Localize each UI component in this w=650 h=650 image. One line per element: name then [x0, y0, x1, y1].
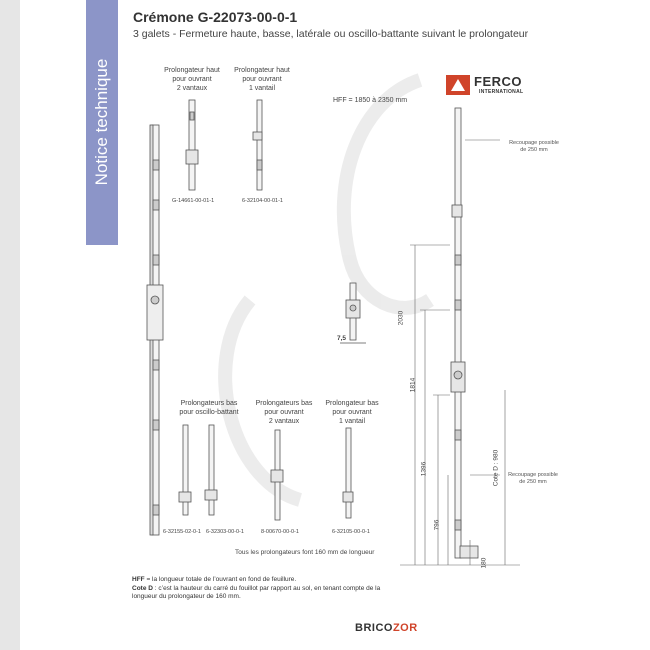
bottom-extender-oscillo-b — [205, 425, 217, 515]
page-subtitle: 3 galets - Fermeture haute, basse, latérale ou oscillo-battante suivant le prolongateur — [133, 28, 529, 40]
recoupage-bottom: Recoupage possible de 250 mm — [508, 472, 558, 485]
bottom-extender-1-label: Prolongateurs bas pour oscillo-battant — [179, 400, 239, 416]
top-extender-1-code: G-14661-00-01-1 — [172, 198, 215, 204]
bottom-extender-3-label: Prolongateur bas pour ouvrant 1 vantail — [325, 400, 379, 425]
logo-name: FERCO — [474, 74, 522, 89]
recoupage-top: Recoupage possible de 250 mm — [509, 140, 559, 153]
definitions — [132, 576, 392, 602]
page-title: Crémone G-22073-00-0-1 — [133, 9, 298, 25]
bottom-extender-oscillo-a — [179, 425, 191, 515]
top-extender-2-label: Prolongateur haut pour ouvrant 1 vantail — [234, 67, 290, 92]
definition-cote-d: Cote D : c’est la hauteur du carré du fouillot par rapport au sol, en tenant compte de la longueur du prolongateur de 160 mm. — [132, 584, 381, 600]
dimension-cote-d: Cote D : 980 — [492, 449, 500, 487]
bottom-extender-1-vantail — [343, 428, 353, 518]
hff-range: HFF = 1850 à 2350 mm — [333, 97, 408, 104]
bottom-extender-1-code-a: 6-32155-02-0-1 — [163, 529, 201, 535]
main-cremone-right — [451, 108, 478, 558]
bricozor-logo: BRICOZOR — [355, 622, 418, 634]
main-cremone-left — [147, 125, 163, 535]
dimension-1814: 1814 — [409, 377, 417, 393]
watermark-icon — [225, 80, 430, 500]
top-extender-1-label: Prolongateur haut pour ouvrant 2 vantaux — [164, 67, 220, 92]
detail-dimension: 7,5 — [337, 335, 347, 342]
definition-hff: HFF = la longueur totale de l’ouvrant en fond de feuillure. — [132, 576, 297, 583]
bottom-extender-2-code: 8-00670-00-0-1 — [261, 529, 299, 535]
bottom-extender-2-vantaux — [271, 430, 283, 520]
bottom-extender-3-code: 6-32105-00-0-1 — [332, 529, 370, 535]
dimension-180: 180 — [480, 557, 488, 569]
bottom-extender-1-code-b: 6-32303-00-0-1 — [206, 529, 244, 535]
dimension-1396: 1396 — [420, 461, 428, 477]
top-extender-2-vantaux — [186, 100, 198, 190]
logo-sub: INTERNATIONAL — [479, 89, 524, 95]
side-tab-label: Notice technique — [92, 58, 111, 186]
top-extender-1-vantail — [253, 100, 262, 190]
bottom-extender-2-label: Prolongateurs bas pour ouvrant 2 vantaux — [255, 400, 313, 425]
dimension-796: 796 — [433, 519, 441, 531]
dimension-2030: 2030 — [397, 310, 405, 326]
extenders-note: Tous les prolongateurs font 160 mm de longueur — [235, 549, 375, 556]
top-extender-2-code: 6-32104-00-01-1 — [242, 198, 283, 204]
